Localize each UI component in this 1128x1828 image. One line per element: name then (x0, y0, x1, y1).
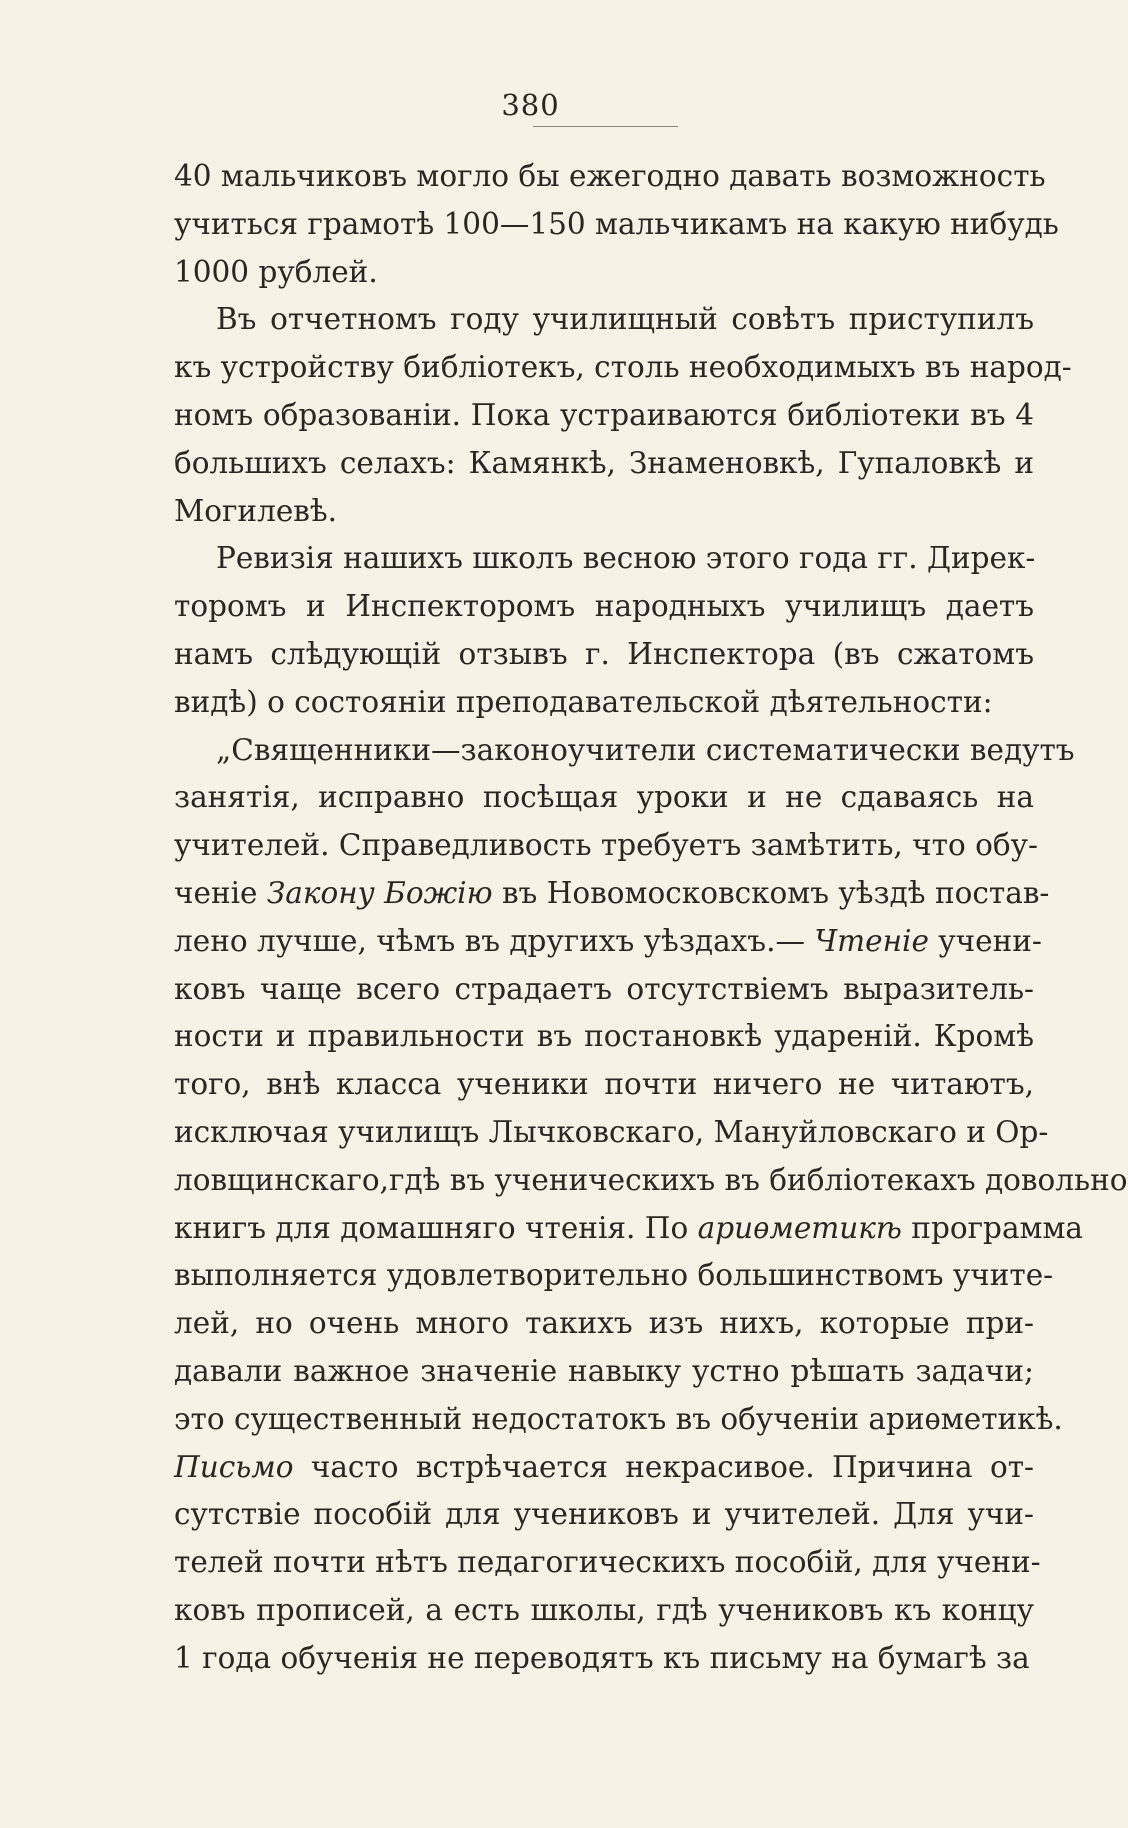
emphasized-text: Чтеніе (814, 923, 929, 958)
text-run: торомъ и Инспекторомъ народныхъ училищъ даетъ (174, 589, 1034, 624)
text-line (174, 918, 1042, 966)
text-line (174, 249, 1034, 297)
text-line (174, 1444, 1034, 1492)
text-run: въ Новомосковскомъ уѣздѣ постав- (492, 875, 1050, 910)
text-run: Въ отчетномъ году училищный совѣтъ приступилъ (216, 302, 1034, 337)
text-run: это существенный недостатокъ въ обученіи ариѳметикѣ. (174, 1401, 1063, 1436)
text-line (174, 1109, 1049, 1157)
text-run: Ревизія нашихъ школъ весною этого года гг. Дирек- (216, 541, 1036, 576)
text-run: номъ образованіи. Пока устраиваются библіотеки въ 4 (174, 397, 1034, 432)
text-run: выполняется удовлетворительно большинствомъ учите- (174, 1258, 1054, 1293)
text-run: давали важное значеніе навыку устно рѣшать задачи; (174, 1353, 1034, 1388)
text-run: того, внѣ класса ученики почти ничего не читаютъ, (174, 1067, 1034, 1102)
text-run: часто встрѣчается некрасивое. Причина от- (293, 1449, 1034, 1484)
text-run: учителей. Справедливость требуетъ замѣтить, что обу- (174, 828, 1038, 863)
text-run: 1000 рублей. (174, 254, 378, 289)
text-run: 40 мальчиковъ могло бы ежегодно давать возможность (174, 159, 1046, 193)
text-run: ности и правильности въ постановкѣ удареній. Кромѣ (174, 1019, 1034, 1054)
text-line (174, 1396, 1063, 1444)
paragraph-p3 (174, 535, 1034, 726)
text-line (174, 774, 1034, 822)
text-line (174, 583, 1034, 631)
text-run: лено лучше, чѣмъ въ другихъ уѣздахъ.— (174, 923, 815, 958)
text-line (174, 440, 1034, 488)
text-line (174, 1635, 1034, 1683)
text-run: Могилевѣ. (174, 493, 338, 528)
emphasized-text: Закону Божію (266, 875, 493, 910)
text-line (174, 153, 1046, 201)
text-line (174, 1013, 1034, 1061)
emphasized-text: Письмо (174, 1449, 294, 1484)
text-line (174, 1539, 1041, 1587)
paragraph-p4 (174, 727, 1128, 1683)
text-line (174, 1252, 1054, 1300)
text-line (174, 392, 1034, 440)
text-line (174, 344, 1072, 392)
text-line (174, 679, 1034, 727)
text-run: большихъ селахъ: Камянкѣ, Знаменовкѣ, Гупаловкѣ и (174, 445, 1034, 480)
text-run: телей почти нѣтъ педагогическихъ пособій, для учени- (174, 1545, 1041, 1580)
text-line (174, 201, 1059, 249)
text-line (174, 535, 1034, 583)
text-line (174, 1491, 1034, 1539)
text-run: ченіе (174, 875, 267, 910)
paragraph-p2 (174, 296, 1072, 535)
text-run: видѣ) о состояніи преподавательской дѣятельности: (174, 684, 993, 719)
text-run: ковъ чаще всего страдаетъ отсутствіемъ выразитель- (174, 971, 1034, 1006)
text-run: учиться грамотѣ 100—150 мальчикамъ на какую нибудь (174, 206, 1059, 241)
text-run: книгъ для домашняго чтенія. По (174, 1210, 698, 1245)
text-run: ловщинскаго,гдѣ въ ученическихъ въ библіотекахъ довольно (174, 1162, 1128, 1197)
paragraph-p1 (174, 153, 1059, 296)
emphasized-text: ариѳметикѣ (697, 1210, 902, 1245)
text-line (174, 1205, 1084, 1253)
text-line (174, 822, 1038, 870)
text-line (174, 1061, 1034, 1109)
text-line (174, 1300, 1034, 1348)
body-text (174, 153, 1128, 1683)
text-line (174, 296, 1034, 344)
text-run: программа (901, 1210, 1084, 1245)
text-run: лей, но очень много такихъ изъ нихъ, которые при- (174, 1306, 1034, 1341)
text-run: 1 года обученія не переводятъ къ письму на бумагѣ за (174, 1640, 1030, 1675)
text-run: учени- (928, 923, 1042, 958)
text-line (174, 1587, 1034, 1635)
text-run: къ устройству библіотекъ, столь необходимыхъ въ народ- (174, 350, 1072, 385)
text-line (174, 870, 1050, 918)
text-run: сутствіе пособій для учениковъ и учителей. Для учи- (174, 1497, 1034, 1532)
text-line (174, 631, 1034, 679)
text-line (174, 488, 1034, 536)
text-line (174, 966, 1034, 1014)
text-run: исключая училищъ Лычковскаго, Мануйловскаго и Ор- (174, 1114, 1049, 1149)
text-run: занятія, исправно посѣщая уроки и не сдаваясь на (174, 780, 1034, 815)
header-rule (533, 126, 678, 127)
text-run: „Священники—законоучители систематически ведутъ (216, 732, 1075, 767)
page-number: 380 (501, 88, 560, 122)
text-line (174, 1157, 1128, 1205)
text-run: намъ слѣдующій отзывъ г. Инспектора (въ сжатомъ (174, 636, 1034, 671)
text-line (174, 1348, 1034, 1396)
text-run: ковъ прописей, а есть школы, гдѣ учениковъ къ концу (174, 1592, 1034, 1627)
text-line (174, 727, 1075, 775)
